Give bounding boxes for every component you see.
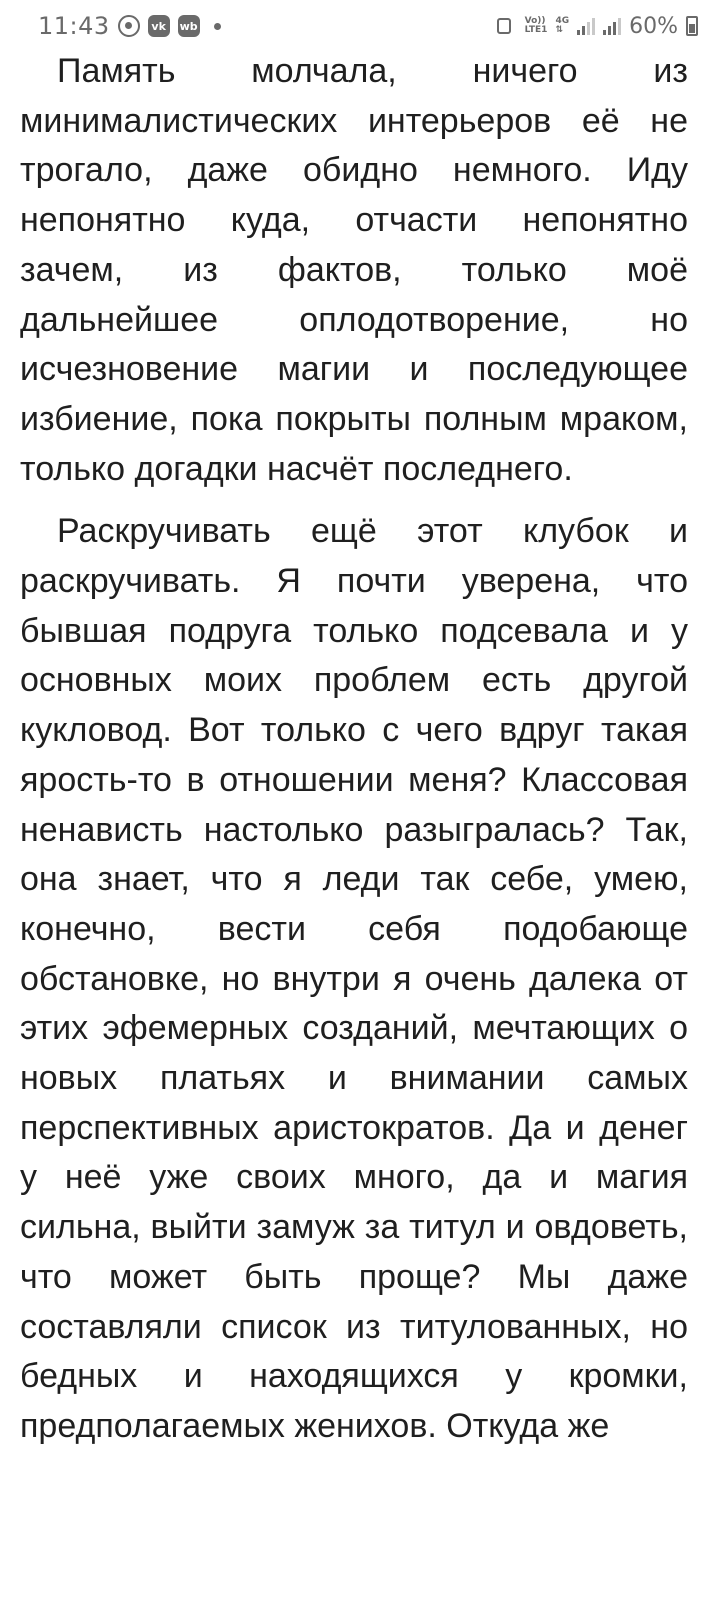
battery-percent: 60%: [629, 13, 678, 39]
status-right: [497, 14, 698, 39]
signal-strength-2-icon: [603, 17, 621, 35]
status-bar: [0, 0, 720, 52]
signal-strength-icon: [577, 17, 595, 35]
reader-text[interactable]: [20, 47, 688, 1465]
volte-indicator: [525, 17, 548, 35]
wb-icon: wb: [178, 15, 200, 37]
vk-icon: vk: [148, 15, 170, 37]
alarm-icon: [497, 18, 511, 34]
battery-icon: [686, 16, 698, 36]
status-left: [38, 12, 221, 40]
whatsapp-icon: [118, 15, 140, 37]
paragraph: Память молчала, ничего из минималистических интерьеров её не трогало, даже обидно немного. Иду непонятно куда, отчасти непонятно зачем, из фактов, только моё дальнейшее оплодотворение, но исчезновение магии и последующее избиение, пока покрыты полным мраком, только догадки насчёт последнего.: [20, 52, 688, 488]
paragraph: Раскручивать ещё этот клубок и раскручивать. Я почти уверена, что бывшая подруга только подсевала и у основных моих проблем есть другой кукловод. Вот только с чего вдруг такая ярость-то в отношении меня? Классовая ненависть настолько разыгралась? Так, она знает, что я леди так себе, умею, конечно, вести себя подобающе обстановке, но внутри я очень далека от этих эфемерных созданий, мечтающих о новых платьях и внимании самых перспективных аристократов. Да и денег у неё уже своих много, да и магия сильна, выйти замуж за титул и овдоветь, что может быть проще? Мы даже составляли список из титулованных, но бедных и находящихся у кромки, предполагаемых женихов. Откуда же: [20, 512, 688, 1445]
status-time: 11:43: [38, 12, 110, 40]
notification-dot-icon: [214, 23, 221, 30]
volte-top-label: Vo)): [524, 16, 546, 26]
network-type-label: 4G: [555, 16, 570, 26]
volte-bottom-label: LTE1: [524, 25, 548, 35]
data-arrows-icon: ⇅: [555, 25, 563, 35]
network-type-indicator: [555, 17, 569, 35]
